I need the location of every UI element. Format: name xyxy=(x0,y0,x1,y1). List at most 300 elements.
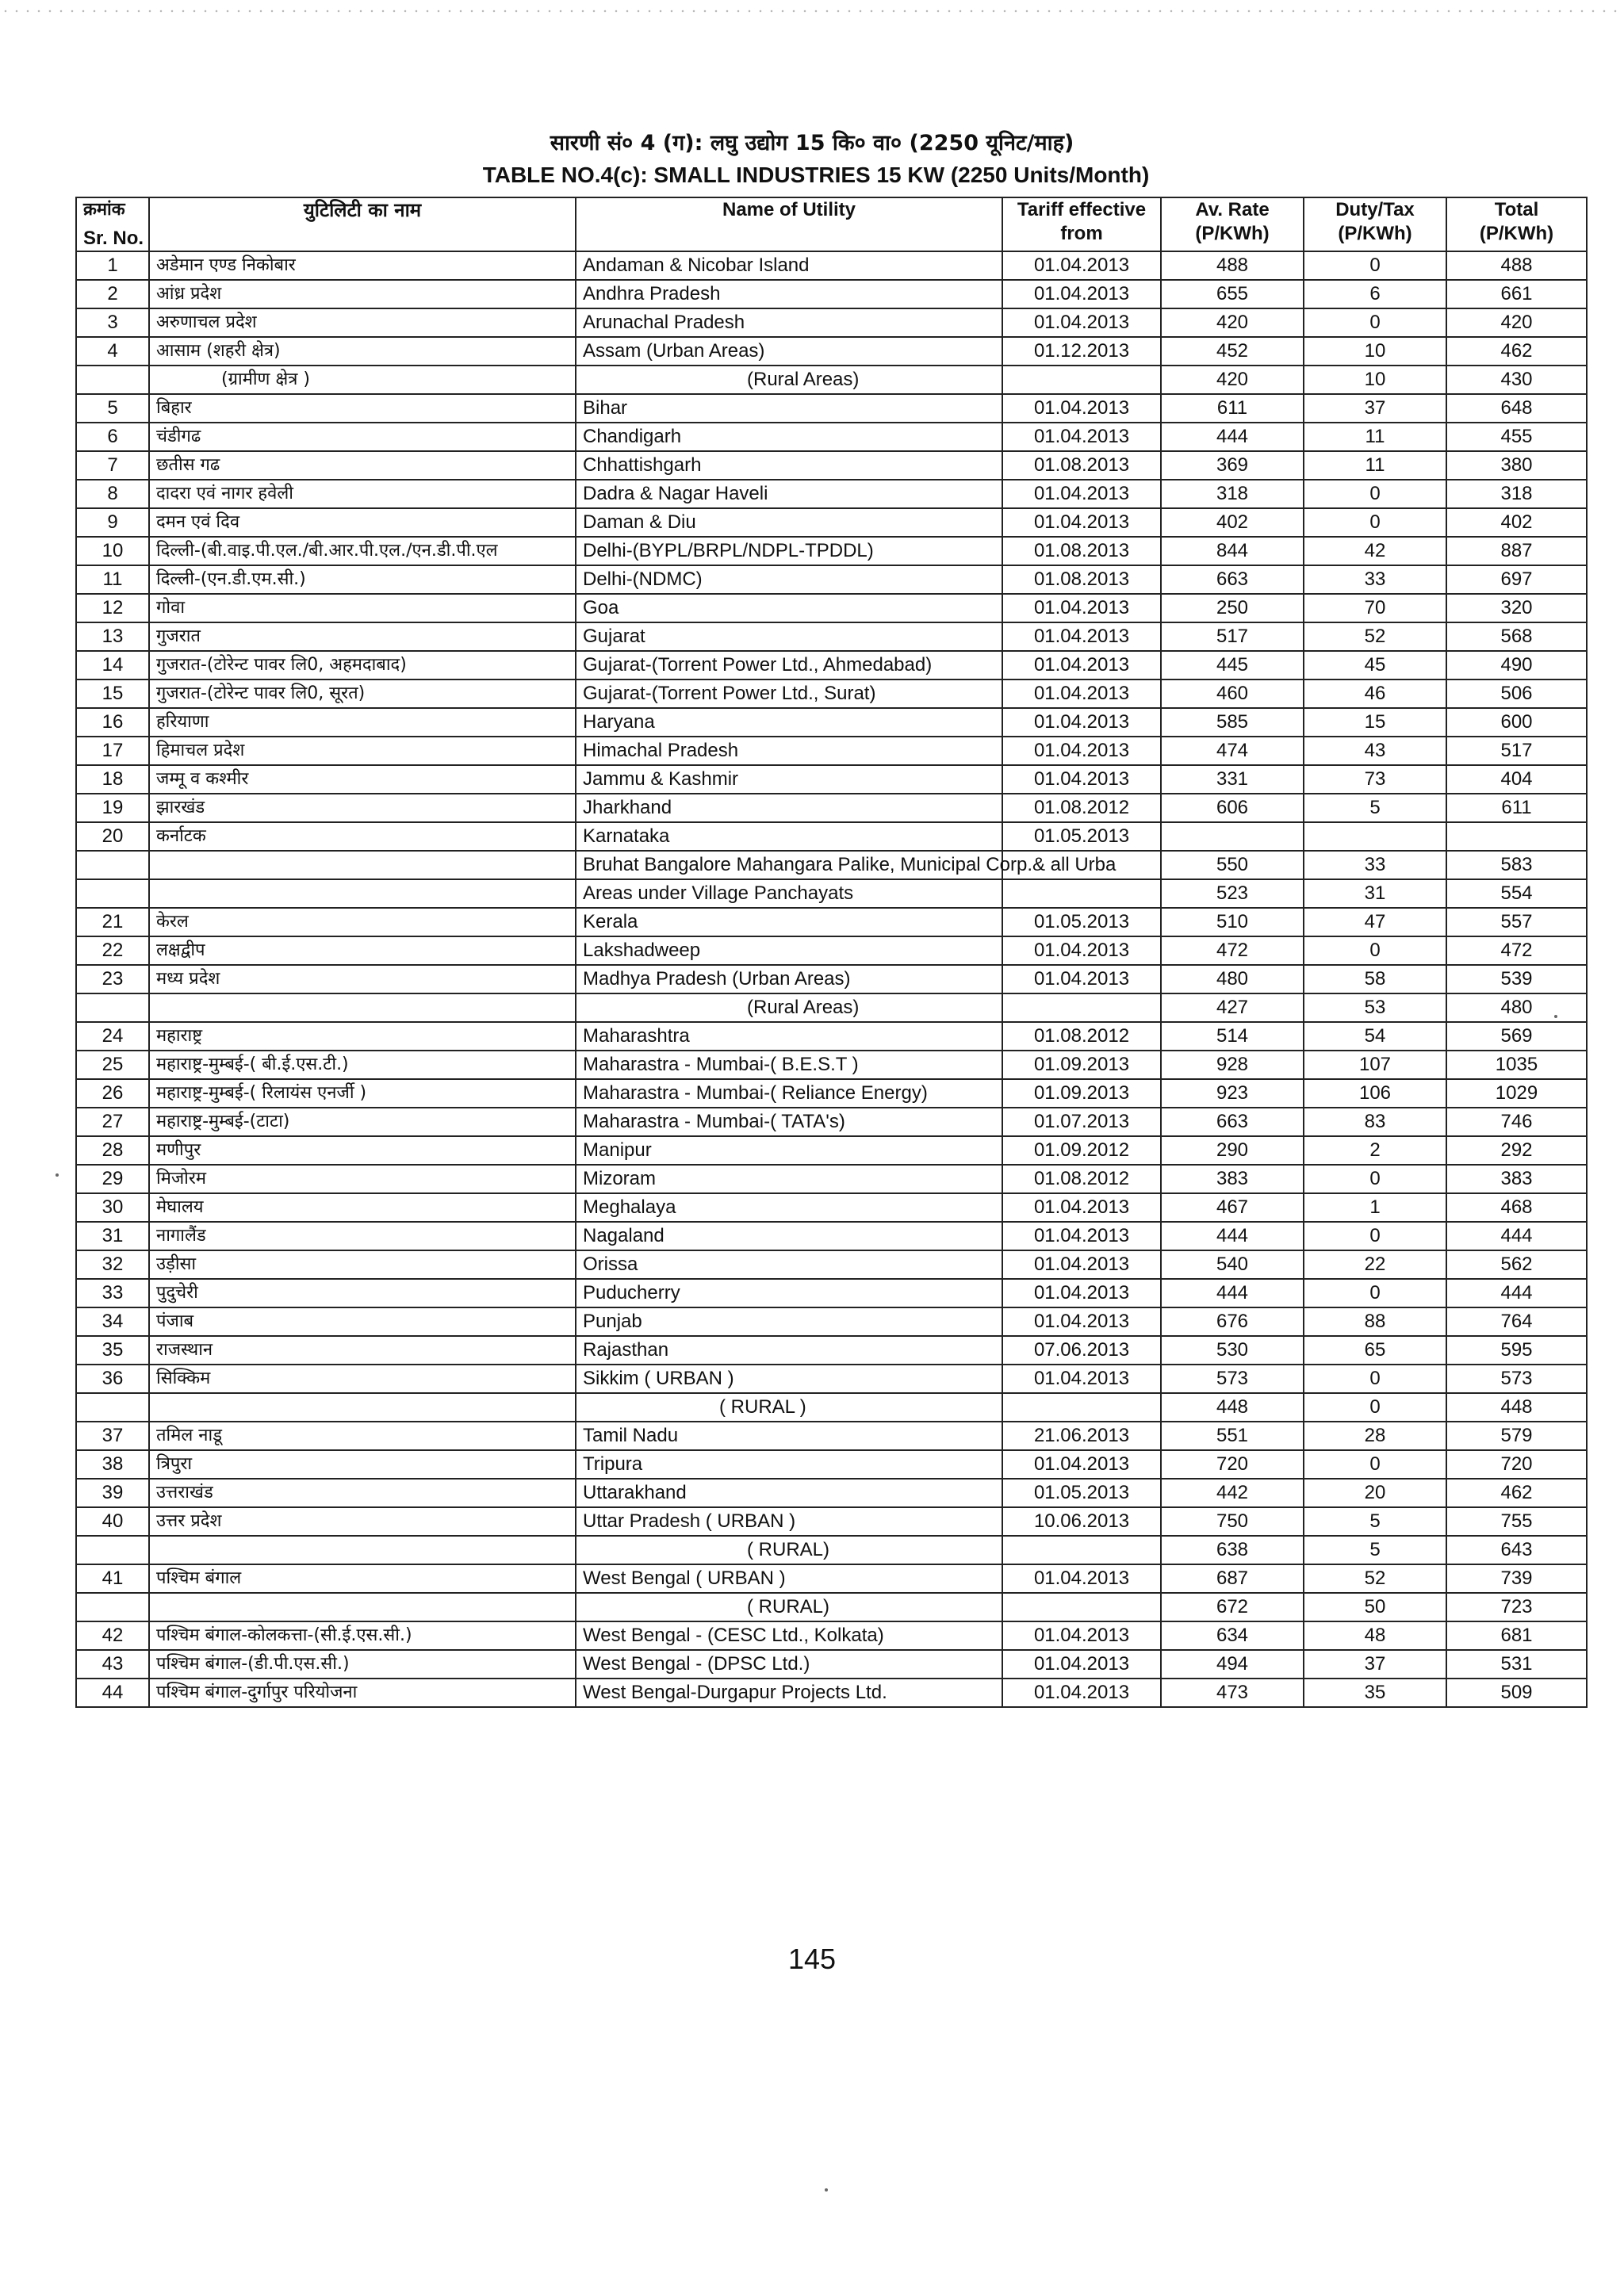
cell-av-rate: 550 xyxy=(1161,851,1304,879)
header-sr-no xyxy=(76,197,149,251)
cell-utility-english: Manipur xyxy=(576,1136,1002,1165)
cell-utility-hindi: महाराष्ट्र-मुम्बई-( बी.ई.एस.टी.) xyxy=(149,1051,576,1079)
cell-av-rate: 420 xyxy=(1161,366,1304,394)
table-row xyxy=(76,366,1587,394)
table-row xyxy=(76,1250,1587,1279)
cell-tariff-date xyxy=(1002,993,1161,1022)
header-tariff-line1: Tariff effective xyxy=(1017,199,1147,220)
cell-total: 468 xyxy=(1446,1193,1587,1222)
cell-av-rate: 573 xyxy=(1161,1365,1304,1393)
cell-sr-no: 42 xyxy=(76,1621,149,1650)
cell-av-rate: 250 xyxy=(1161,594,1304,622)
header-total xyxy=(1446,197,1587,251)
cell-utility-english: Bruhat Bangalore Mahangara Palike, Municipal Corp.& all Urba xyxy=(576,851,1002,879)
cell-tariff-date: 01.09.2012 xyxy=(1002,1136,1161,1165)
cell-tariff-date: 01.04.2013 xyxy=(1002,651,1161,679)
cell-total: 569 xyxy=(1446,1022,1587,1051)
table-row xyxy=(76,1593,1587,1621)
cell-tariff-date: 01.04.2013 xyxy=(1002,480,1161,508)
cell-total: 720 xyxy=(1446,1450,1587,1479)
table-row xyxy=(76,1621,1587,1650)
table-title-english: TABLE NO.4(c): SMALL INDUSTRIES 15 KW (2250 Units/Month) xyxy=(482,163,1150,187)
cell-sr-no xyxy=(76,1593,149,1621)
cell-av-rate: 634 xyxy=(1161,1621,1304,1650)
cell-tariff-date xyxy=(1002,1536,1161,1564)
cell-tariff-date: 07.06.2013 xyxy=(1002,1336,1161,1365)
cell-duty-tax: 5 xyxy=(1304,1507,1446,1536)
cell-av-rate: 444 xyxy=(1161,1222,1304,1250)
cell-sr-no xyxy=(76,879,149,908)
cell-tariff-date xyxy=(1002,879,1161,908)
cell-duty-tax: 0 xyxy=(1304,508,1446,537)
cell-duty-tax: 11 xyxy=(1304,423,1446,451)
cell-duty-tax: 42 xyxy=(1304,537,1446,565)
table-row xyxy=(76,679,1587,708)
cell-av-rate: 474 xyxy=(1161,737,1304,765)
table-row xyxy=(76,308,1587,337)
cell-utility-hindi: दादरा एवं नागर हवेली xyxy=(149,480,576,508)
cell-utility-english: Madhya Pradesh (Urban Areas) xyxy=(576,965,1002,993)
cell-duty-tax: 48 xyxy=(1304,1621,1446,1650)
cell-tariff-date: 01.08.2013 xyxy=(1002,537,1161,565)
cell-utility-english: Mizoram xyxy=(576,1165,1002,1193)
cell-duty-tax: 43 xyxy=(1304,737,1446,765)
cell-av-rate: 427 xyxy=(1161,993,1304,1022)
header-total-line1: Total xyxy=(1494,199,1539,220)
cell-duty-tax: 31 xyxy=(1304,879,1446,908)
cell-utility-english: Kerala xyxy=(576,908,1002,936)
cell-utility-hindi: पुदुचेरी xyxy=(149,1279,576,1307)
cell-av-rate: 530 xyxy=(1161,1336,1304,1365)
cell-sr-no: 22 xyxy=(76,936,149,965)
cell-utility-english: Delhi-(NDMC) xyxy=(576,565,1002,594)
cell-duty-tax: 45 xyxy=(1304,651,1446,679)
cell-av-rate: 402 xyxy=(1161,508,1304,537)
cell-total: 402 xyxy=(1446,508,1587,537)
cell-tariff-date: 01.04.2013 xyxy=(1002,594,1161,622)
cell-total: 697 xyxy=(1446,565,1587,594)
cell-av-rate: 445 xyxy=(1161,651,1304,679)
cell-sr-no: 23 xyxy=(76,965,149,993)
cell-total: 517 xyxy=(1446,737,1587,765)
cell-utility-english: Goa xyxy=(576,594,1002,622)
cell-utility-english: Andaman & Nicobar Island xyxy=(576,251,1002,280)
table-row xyxy=(76,1650,1587,1679)
cell-sr-no: 16 xyxy=(76,708,149,737)
table-row xyxy=(76,423,1587,451)
cell-duty-tax: 58 xyxy=(1304,965,1446,993)
cell-duty-tax: 0 xyxy=(1304,480,1446,508)
cell-total: 506 xyxy=(1446,679,1587,708)
cell-av-rate: 672 xyxy=(1161,1593,1304,1621)
table-row xyxy=(76,851,1587,879)
cell-tariff-date xyxy=(1002,1393,1161,1422)
cell-utility-hindi: हरियाणा xyxy=(149,708,576,737)
table-row xyxy=(76,1365,1587,1393)
cell-duty-tax: 1 xyxy=(1304,1193,1446,1222)
table-row xyxy=(76,1564,1587,1593)
cell-utility-hindi: त्रिपुरा xyxy=(149,1450,576,1479)
cell-total: 755 xyxy=(1446,1507,1587,1536)
cell-sr-no: 36 xyxy=(76,1365,149,1393)
cell-av-rate: 369 xyxy=(1161,451,1304,480)
cell-utility-hindi: गोवा xyxy=(149,594,576,622)
cell-av-rate: 663 xyxy=(1161,565,1304,594)
cell-sr-no: 38 xyxy=(76,1450,149,1479)
table-row xyxy=(76,594,1587,622)
cell-utility-hindi: महाराष्ट्र xyxy=(149,1022,576,1051)
cell-utility-english: ( RURAL) xyxy=(576,1536,1002,1564)
cell-tariff-date: 10.06.2013 xyxy=(1002,1507,1161,1536)
cell-av-rate: 844 xyxy=(1161,537,1304,565)
cell-av-rate: 331 xyxy=(1161,765,1304,794)
cell-sr-no: 40 xyxy=(76,1507,149,1536)
cell-total: 579 xyxy=(1446,1422,1587,1450)
cell-sr-no: 10 xyxy=(76,537,149,565)
header-rate-line1: Av. Rate xyxy=(1195,199,1270,220)
cell-sr-no: 30 xyxy=(76,1193,149,1222)
table-row xyxy=(76,508,1587,537)
cell-utility-hindi: महाराष्ट्र-मुम्बई-( रिलायंस एनर्जी ) xyxy=(149,1079,576,1108)
cell-utility-hindi: झारखंड xyxy=(149,794,576,822)
cell-utility-hindi: जम्मू व कश्मीर xyxy=(149,765,576,794)
cell-duty-tax: 5 xyxy=(1304,794,1446,822)
cell-utility-english: Arunachal Pradesh xyxy=(576,308,1002,337)
cell-duty-tax: 0 xyxy=(1304,1450,1446,1479)
table-row xyxy=(76,537,1587,565)
cell-duty-tax: 20 xyxy=(1304,1479,1446,1507)
table-row xyxy=(76,251,1587,280)
cell-av-rate xyxy=(1161,822,1304,851)
cell-utility-english: Uttarakhand xyxy=(576,1479,1002,1507)
cell-tariff-date: 01.04.2013 xyxy=(1002,1679,1161,1707)
cell-duty-tax: 5 xyxy=(1304,1536,1446,1564)
cell-av-rate: 510 xyxy=(1161,908,1304,936)
cell-duty-tax: 47 xyxy=(1304,908,1446,936)
scan-edge-dots xyxy=(0,10,1624,13)
table-row xyxy=(76,565,1587,594)
cell-tariff-date: 01.04.2013 xyxy=(1002,1365,1161,1393)
cell-av-rate: 720 xyxy=(1161,1450,1304,1479)
cell-total: 480 xyxy=(1446,993,1587,1022)
cell-av-rate: 540 xyxy=(1161,1250,1304,1279)
cell-utility-english: (Rural Areas) xyxy=(576,993,1002,1022)
cell-duty-tax: 37 xyxy=(1304,1650,1446,1679)
cell-sr-no: 1 xyxy=(76,251,149,280)
cell-sr-no: 39 xyxy=(76,1479,149,1507)
scan-speck xyxy=(1554,1015,1557,1018)
cell-sr-no: 28 xyxy=(76,1136,149,1165)
table-row xyxy=(76,1422,1587,1450)
cell-utility-hindi: मेघालय xyxy=(149,1193,576,1222)
table-row xyxy=(76,622,1587,651)
cell-av-rate: 472 xyxy=(1161,936,1304,965)
cell-total: 420 xyxy=(1446,308,1587,337)
cell-total: 509 xyxy=(1446,1679,1587,1707)
cell-utility-english: Bihar xyxy=(576,394,1002,423)
table-row xyxy=(76,708,1587,737)
cell-av-rate: 514 xyxy=(1161,1022,1304,1051)
header-utility-english: Name of Utility xyxy=(576,197,1002,251)
table-body xyxy=(76,251,1587,1707)
cell-utility-hindi xyxy=(149,851,576,879)
cell-tariff-date: 01.04.2013 xyxy=(1002,965,1161,993)
cell-duty-tax: 52 xyxy=(1304,622,1446,651)
cell-sr-no: 44 xyxy=(76,1679,149,1707)
table-row xyxy=(76,394,1587,423)
cell-sr-no xyxy=(76,366,149,394)
cell-sr-no: 2 xyxy=(76,280,149,308)
scan-speck xyxy=(56,1173,59,1177)
cell-av-rate: 442 xyxy=(1161,1479,1304,1507)
cell-duty-tax: 0 xyxy=(1304,936,1446,965)
cell-utility-hindi: पश्चिम बंगाल-दुर्गापुर परियोजना xyxy=(149,1679,576,1707)
cell-sr-no: 15 xyxy=(76,679,149,708)
cell-total: 681 xyxy=(1446,1621,1587,1650)
table-row xyxy=(76,1279,1587,1307)
cell-sr-no: 19 xyxy=(76,794,149,822)
cell-utility-english: ( RURAL ) xyxy=(576,1393,1002,1422)
cell-sr-no: 8 xyxy=(76,480,149,508)
cell-sr-no xyxy=(76,1536,149,1564)
cell-av-rate: 585 xyxy=(1161,708,1304,737)
cell-tariff-date: 01.04.2013 xyxy=(1002,308,1161,337)
cell-av-rate: 663 xyxy=(1161,1108,1304,1136)
cell-duty-tax: 33 xyxy=(1304,851,1446,879)
cell-tariff-date: 01.04.2013 xyxy=(1002,1564,1161,1593)
header-sr-english: Sr. No. xyxy=(83,228,144,249)
cell-tariff-date: 01.08.2013 xyxy=(1002,565,1161,594)
table-row xyxy=(76,1536,1587,1564)
cell-av-rate: 638 xyxy=(1161,1536,1304,1564)
cell-duty-tax: 70 xyxy=(1304,594,1446,622)
cell-av-rate: 606 xyxy=(1161,794,1304,822)
cell-sr-no: 17 xyxy=(76,737,149,765)
cell-utility-english: Chandigarh xyxy=(576,423,1002,451)
table-row xyxy=(76,1051,1587,1079)
cell-av-rate: 460 xyxy=(1161,679,1304,708)
cell-tariff-date: 01.04.2013 xyxy=(1002,679,1161,708)
cell-utility-english: Daman & Diu xyxy=(576,508,1002,537)
cell-utility-hindi: महाराष्ट्र-मुम्बई-(टाटा) xyxy=(149,1108,576,1136)
cell-total: 562 xyxy=(1446,1250,1587,1279)
cell-utility-english: Jammu & Kashmir xyxy=(576,765,1002,794)
cell-utility-hindi: आसाम (शहरी क्षेत्र) xyxy=(149,337,576,366)
cell-tariff-date: 01.04.2013 xyxy=(1002,708,1161,737)
cell-tariff-date: 01.04.2013 xyxy=(1002,1650,1161,1679)
header-duty-line1: Duty/Tax xyxy=(1335,199,1415,220)
cell-total: 723 xyxy=(1446,1593,1587,1621)
cell-utility-english: Tripura xyxy=(576,1450,1002,1479)
cell-total: 1029 xyxy=(1446,1079,1587,1108)
cell-utility-english: Nagaland xyxy=(576,1222,1002,1250)
cell-av-rate: 318 xyxy=(1161,480,1304,508)
cell-tariff-date: 01.04.2013 xyxy=(1002,1307,1161,1336)
cell-duty-tax: 0 xyxy=(1304,1393,1446,1422)
cell-total: 531 xyxy=(1446,1650,1587,1679)
cell-total: 764 xyxy=(1446,1307,1587,1336)
cell-av-rate: 488 xyxy=(1161,251,1304,280)
cell-total: 573 xyxy=(1446,1365,1587,1393)
cell-sr-no: 3 xyxy=(76,308,149,337)
cell-utility-english: Delhi-(BYPL/BRPL/NDPL-TPDDL) xyxy=(576,537,1002,565)
table-row xyxy=(76,1393,1587,1422)
header-duty-line2: (P/KWh) xyxy=(1338,223,1412,244)
header-sr-hindi: क्रमांक xyxy=(83,200,125,220)
cell-utility-hindi: सिक्किम xyxy=(149,1365,576,1393)
cell-tariff-date: 01.04.2013 xyxy=(1002,622,1161,651)
cell-duty-tax: 73 xyxy=(1304,765,1446,794)
cell-utility-hindi: हिमाचल प्रदेश xyxy=(149,737,576,765)
page-number: 145 xyxy=(787,1943,837,1975)
header-duty-tax xyxy=(1304,197,1446,251)
cell-utility-english: Uttar Pradesh ( URBAN ) xyxy=(576,1507,1002,1536)
cell-utility-hindi: पश्चिम बंगाल-(डी.पी.एस.सी.) xyxy=(149,1650,576,1679)
cell-utility-english: (Rural Areas) xyxy=(576,366,1002,394)
cell-av-rate: 448 xyxy=(1161,1393,1304,1422)
table-row xyxy=(76,280,1587,308)
cell-utility-hindi: उत्तराखंड xyxy=(149,1479,576,1507)
cell-utility-hindi xyxy=(149,993,576,1022)
cell-utility-english: Orissa xyxy=(576,1250,1002,1279)
table-row xyxy=(76,1108,1587,1136)
cell-av-rate: 523 xyxy=(1161,879,1304,908)
cell-sr-no: 33 xyxy=(76,1279,149,1307)
cell-av-rate: 290 xyxy=(1161,1136,1304,1165)
cell-utility-english: Gujarat-(Torrent Power Ltd., Ahmedabad) xyxy=(576,651,1002,679)
cell-duty-tax: 0 xyxy=(1304,251,1446,280)
cell-duty-tax: 37 xyxy=(1304,394,1446,423)
header-tariff-line2: from xyxy=(1060,223,1103,244)
cell-total: 472 xyxy=(1446,936,1587,965)
cell-total: 643 xyxy=(1446,1536,1587,1564)
cell-utility-hindi: मध्य प्रदेश xyxy=(149,965,576,993)
cell-duty-tax: 0 xyxy=(1304,1165,1446,1193)
table-row xyxy=(76,936,1587,965)
cell-duty-tax: 106 xyxy=(1304,1079,1446,1108)
cell-utility-hindi: मणीपुर xyxy=(149,1136,576,1165)
cell-tariff-date: 01.04.2013 xyxy=(1002,251,1161,280)
table-row xyxy=(76,737,1587,765)
cell-utility-hindi: नागालैंड xyxy=(149,1222,576,1250)
cell-utility-english: West Bengal-Durgapur Projects Ltd. xyxy=(576,1679,1002,1707)
cell-sr-no: 27 xyxy=(76,1108,149,1136)
cell-utility-hindi: गुजरात xyxy=(149,622,576,651)
cell-total: 462 xyxy=(1446,337,1587,366)
cell-utility-hindi: उड़ीसा xyxy=(149,1250,576,1279)
cell-total: 320 xyxy=(1446,594,1587,622)
cell-utility-hindi: बिहार xyxy=(149,394,576,423)
cell-total: 887 xyxy=(1446,537,1587,565)
cell-av-rate: 551 xyxy=(1161,1422,1304,1450)
cell-utility-hindi: दमन एवं दिव xyxy=(149,508,576,537)
cell-sr-no xyxy=(76,993,149,1022)
table-row xyxy=(76,1079,1587,1108)
cell-utility-hindi: उत्तर प्रदेश xyxy=(149,1507,576,1536)
cell-total: 462 xyxy=(1446,1479,1587,1507)
cell-total: 600 xyxy=(1446,708,1587,737)
table-row xyxy=(76,765,1587,794)
cell-tariff-date: 01.04.2013 xyxy=(1002,508,1161,537)
cell-sr-no: 14 xyxy=(76,651,149,679)
cell-utility-hindi: तमिल नाडू xyxy=(149,1422,576,1450)
cell-utility-hindi: पंजाब xyxy=(149,1307,576,1336)
cell-utility-hindi xyxy=(149,879,576,908)
cell-av-rate: 444 xyxy=(1161,423,1304,451)
table-row xyxy=(76,965,1587,993)
cell-total xyxy=(1446,822,1587,851)
cell-tariff-date: 01.04.2013 xyxy=(1002,765,1161,794)
cell-duty-tax: 28 xyxy=(1304,1422,1446,1450)
cell-av-rate: 473 xyxy=(1161,1679,1304,1707)
cell-utility-english: Rajasthan xyxy=(576,1336,1002,1365)
cell-utility-hindi: अडेमान एण्ड निकोबार xyxy=(149,251,576,280)
cell-total: 539 xyxy=(1446,965,1587,993)
cell-total: 661 xyxy=(1446,280,1587,308)
cell-sr-no: 32 xyxy=(76,1250,149,1279)
cell-av-rate: 611 xyxy=(1161,394,1304,423)
cell-sr-no: 6 xyxy=(76,423,149,451)
table-row xyxy=(76,1022,1587,1051)
cell-tariff-date: 01.12.2013 xyxy=(1002,337,1161,366)
cell-av-rate: 420 xyxy=(1161,308,1304,337)
cell-sr-no: 43 xyxy=(76,1650,149,1679)
cell-tariff-date: 01.08.2012 xyxy=(1002,1165,1161,1193)
cell-duty-tax: 22 xyxy=(1304,1250,1446,1279)
cell-tariff-date: 01.04.2013 xyxy=(1002,737,1161,765)
cell-utility-english: Maharastra - Mumbai-( B.E.S.T ) xyxy=(576,1051,1002,1079)
cell-tariff-date: 01.04.2013 xyxy=(1002,280,1161,308)
cell-duty-tax: 53 xyxy=(1304,993,1446,1022)
table-row xyxy=(76,1479,1587,1507)
cell-utility-english: Maharastra - Mumbai-( Reliance Energy) xyxy=(576,1079,1002,1108)
cell-total: 383 xyxy=(1446,1165,1587,1193)
cell-av-rate: 467 xyxy=(1161,1193,1304,1222)
cell-utility-english: Assam (Urban Areas) xyxy=(576,337,1002,366)
table-row xyxy=(76,480,1587,508)
cell-utility-english: Tamil Nadu xyxy=(576,1422,1002,1450)
cell-av-rate: 383 xyxy=(1161,1165,1304,1193)
table-row xyxy=(76,822,1587,851)
cell-utility-hindi: पश्चिम बंगाल-कोलकत्ता-(सी.ई.एस.सी.) xyxy=(149,1621,576,1650)
table-row xyxy=(76,1679,1587,1707)
cell-utility-english: Sikkim ( URBAN ) xyxy=(576,1365,1002,1393)
cell-utility-hindi: कर्नाटक xyxy=(149,822,576,851)
cell-sr-no: 5 xyxy=(76,394,149,423)
cell-duty-tax: 0 xyxy=(1304,1365,1446,1393)
cell-av-rate: 444 xyxy=(1161,1279,1304,1307)
table-row xyxy=(76,1193,1587,1222)
cell-av-rate: 494 xyxy=(1161,1650,1304,1679)
cell-duty-tax: 88 xyxy=(1304,1307,1446,1336)
cell-tariff-date: 01.05.2013 xyxy=(1002,1479,1161,1507)
cell-total: 611 xyxy=(1446,794,1587,822)
cell-utility-hindi: अरुणाचल प्रदेश xyxy=(149,308,576,337)
cell-tariff-date: 01.04.2013 xyxy=(1002,1193,1161,1222)
table-row xyxy=(76,1307,1587,1336)
cell-utility-hindi: राजस्थान xyxy=(149,1336,576,1365)
cell-total: 455 xyxy=(1446,423,1587,451)
cell-utility-hindi: गुजरात-(टोरेन्ट पावर लि0, अहमदाबाद) xyxy=(149,651,576,679)
cell-total: 404 xyxy=(1446,765,1587,794)
cell-av-rate: 687 xyxy=(1161,1564,1304,1593)
cell-av-rate: 923 xyxy=(1161,1079,1304,1108)
header-utility-hindi: युटिलिटी का नाम xyxy=(149,197,576,251)
cell-sr-no: 24 xyxy=(76,1022,149,1051)
cell-sr-no: 7 xyxy=(76,451,149,480)
cell-duty-tax: 0 xyxy=(1304,1279,1446,1307)
cell-utility-english: Karnataka xyxy=(576,822,1002,851)
